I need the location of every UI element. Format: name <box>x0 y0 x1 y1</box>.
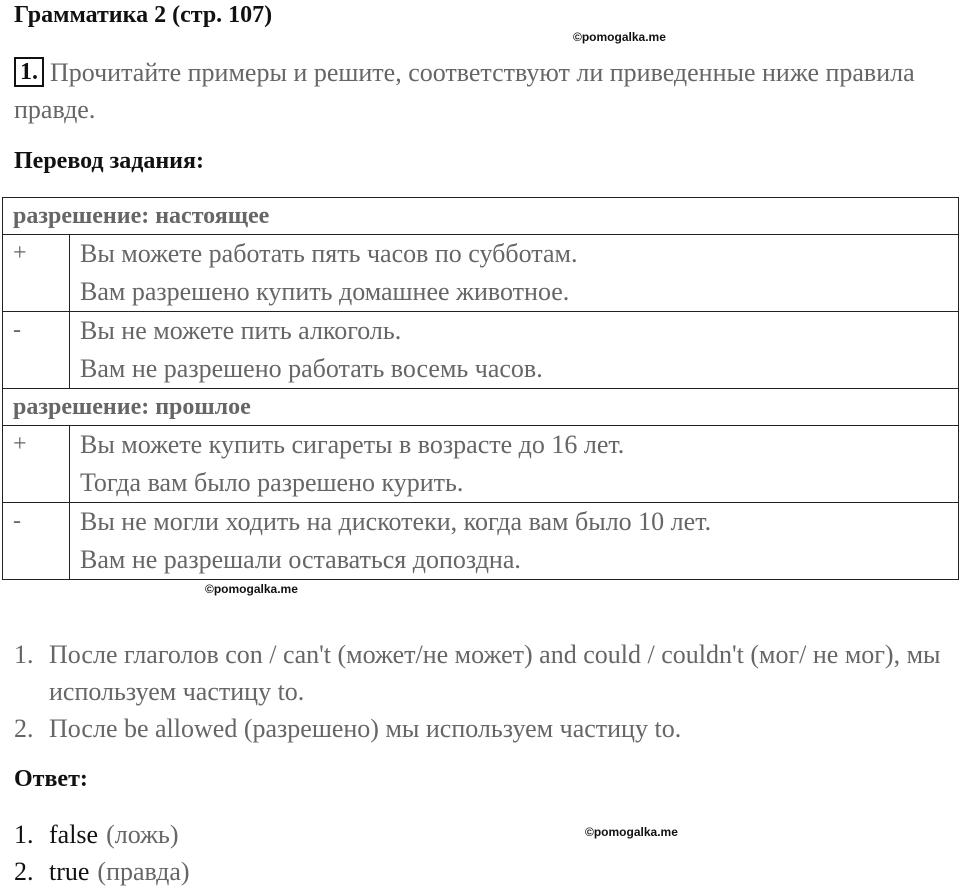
example-line: Вы не могли ходить на дискотеки, когда вам было 10 лет. <box>80 507 712 536</box>
task-text: Прочитайте примеры и решите, соответствуют ли приведенные ниже правила правде. <box>14 58 915 124</box>
sign-cell: - <box>3 312 70 389</box>
list-number: 2. <box>14 714 34 743</box>
sign-cell: + <box>3 426 70 503</box>
list-number: 1. <box>14 640 34 669</box>
list-number: 1. <box>14 820 34 849</box>
answer-translation: (ложь) <box>106 820 179 849</box>
sign-cell: + <box>3 235 70 312</box>
answer-value: false <box>49 820 99 849</box>
rule-text: После be allowed (разрешено) мы используем частицу to. <box>49 714 682 743</box>
example-line: Вам разрешено купить домашнее животное. <box>80 277 570 306</box>
answer-value: true <box>49 857 90 886</box>
rules-list <box>14 636 944 747</box>
page-title: Грамматика 2 (стр. 107) <box>14 2 273 28</box>
table-row <box>3 503 959 580</box>
table-row <box>3 426 959 503</box>
watermark: ©pomogalka.me <box>573 30 666 44</box>
list-item <box>14 853 190 890</box>
list-item <box>14 636 944 710</box>
rule-text: После глаголов con / can't (может/не может) and could / couldn't (мог/ не мог), мы используем частицу to. <box>49 640 941 706</box>
rules-table <box>2 197 959 580</box>
answer-heading: Ответ: <box>14 766 88 792</box>
answers-list <box>14 816 190 890</box>
list-item <box>14 710 944 747</box>
list-item <box>14 816 190 853</box>
example-line: Вы можете купить сигареты в возрасте до 16 лет. <box>80 430 625 459</box>
examples-cell <box>70 235 959 312</box>
task-instruction <box>14 54 944 128</box>
section-title: разрешение: прошлое <box>3 389 959 426</box>
examples-cell <box>70 312 959 389</box>
task-number: 1. <box>14 57 44 87</box>
sign-cell: - <box>3 503 70 580</box>
example-line: Вы не можете пить алкоголь. <box>80 316 402 345</box>
examples-cell <box>70 426 959 503</box>
list-number: 2. <box>14 857 34 886</box>
watermark: ©pomogalka.me <box>205 582 298 596</box>
table-row <box>3 235 959 312</box>
example-line: Вам не разрешали оставаться допоздна. <box>80 545 521 574</box>
answer-translation: (правда) <box>97 857 190 886</box>
section-row <box>3 198 959 235</box>
table-row <box>3 312 959 389</box>
example-line: Тогда вам было разрешено курить. <box>80 468 464 497</box>
section-row <box>3 389 959 426</box>
example-line: Вам не разрешено работать восемь часов. <box>80 354 543 383</box>
section-title: разрешение: настоящее <box>3 198 959 235</box>
examples-cell <box>70 503 959 580</box>
watermark: ©pomogalka.me <box>585 825 678 839</box>
example-line: Вы можете работать пять часов по субботам. <box>80 239 578 268</box>
translation-heading: Перевод задания: <box>14 148 204 174</box>
